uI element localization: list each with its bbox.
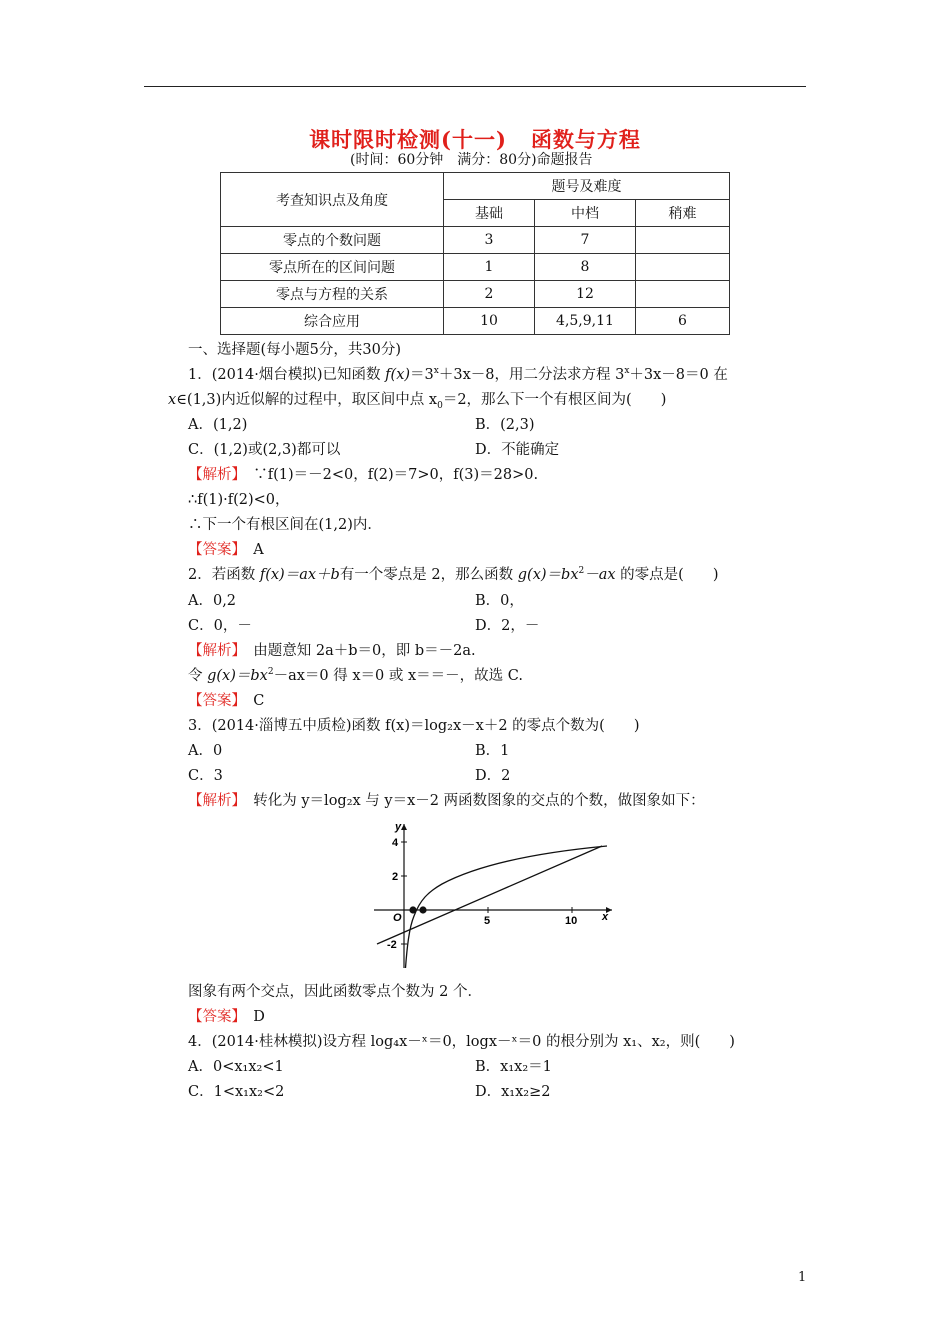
q1-stem-line2: x∈(1,3)内近似解的过程中，取区间中点 $x_0=2$，那么下一个有根区间为( ) <box>168 392 667 411</box>
table-row: 零点的个数问题 3 7 <box>221 227 730 254</box>
q3-option-a: A．0 <box>188 743 223 759</box>
q4-option-d: D．x₁x₂≥2 <box>475 1084 551 1100</box>
q1-stem-line1: 1．(2014·烟台模拟)已知函数 $f(x)=3^x+3x-8$，用二分法求方程 $3^x+3x-8=0$ 在 <box>188 366 728 383</box>
y-tick-label-4: 4 <box>392 837 399 849</box>
log-curve <box>406 846 608 968</box>
header-level: 题号及难度 <box>444 173 730 200</box>
x-axis-label: x <box>602 911 609 923</box>
q1-answer: 【答案】 A <box>188 542 264 558</box>
q4-stem: 4．(2014·桂林模拟)设方程 log₄x－ˣ＝0，logx－ˣ＝0 的根分别为 x₁、x₂，则( ) <box>188 1034 735 1050</box>
q1-option-a: A．(1,2) <box>188 417 248 433</box>
q4-option-c: C．1<x₁x₂<2 <box>188 1084 285 1100</box>
origin-label: O <box>393 912 402 924</box>
header-rule <box>144 86 806 87</box>
q2-option-c: C．0，－ <box>188 618 252 634</box>
header-basic: 基础 <box>444 200 535 227</box>
table-row: 综合应用 10 4,5,9,11 6 <box>221 308 730 335</box>
q2-option-a: A．0,2 <box>188 593 237 609</box>
q1-option-b: B．(2,3) <box>475 417 535 433</box>
q3-conclusion: 图象有两个交点，因此函数零点个数为 2 个． <box>188 984 482 1000</box>
q1-option-d: D．不能确定 <box>475 442 560 458</box>
y-axis-arrow <box>401 824 407 830</box>
x-tick-label-10: 10 <box>565 915 578 927</box>
q3-solution: 【解析】 转化为 y＝log₂x 与 y＝x－2 两函数图象的交点的个数，做图象如下： <box>188 793 705 809</box>
q2-option-b: B．0， <box>475 593 524 609</box>
q3-answer: 【答案】 D <box>188 1009 265 1025</box>
q2-solution-2: 令 $g(x)=bx^2-ax=0$ 得 x＝0 或 x＝＝－，故选 C. <box>188 667 523 684</box>
q4-option-b: B．x₁x₂＝1 <box>475 1059 552 1075</box>
y-tick-label-neg2: -2 <box>387 939 397 951</box>
x-tick-label-5: 5 <box>484 915 491 927</box>
header-topic: 考查知识点及角度 <box>221 173 444 227</box>
q2-solution: 【解析】 由题意知 2a＋b＝0，即 b＝－2a. <box>188 643 476 659</box>
q3-stem: 3．(2014·淄博五中质检)函数 f(x)＝log₂x－x＋2 的零点个数为( ) <box>188 718 640 734</box>
q4-option-a: A．0<x₁x₂<1 <box>188 1059 284 1075</box>
q1-solution-2: ∴f(1)·f(2)<0， <box>188 492 290 508</box>
intersection-point <box>409 906 416 913</box>
y-axis-label: y <box>395 821 402 833</box>
q3-option-d: D．2 <box>475 768 511 784</box>
report-table <box>220 172 730 335</box>
y-tick-label-2: 2 <box>392 871 399 883</box>
page-number: 1 <box>798 1270 807 1285</box>
table-row: 零点与方程的关系 2 12 <box>221 281 730 308</box>
section-heading: 一、选择题(每小题5分，共30分) <box>188 342 401 358</box>
q2-stem: 2．若函数 f(x)＝ax＋b有一个零点是 2，那么函数 $g(x)=bx^2-ax$ 的零点是( ) <box>188 566 719 583</box>
q1-solution: 【解析】 ∵f(1)＝－2<0，f(2)＝7>0，f(3)＝28>0. <box>188 467 539 483</box>
q1-solution-3: ∴下一个有根区间在(1,2)内． <box>188 517 382 533</box>
page-title: 课时限时检测(十一) 函数与方程 <box>309 127 641 152</box>
linear-line <box>377 846 602 944</box>
q3-option-b: B．1 <box>475 743 510 759</box>
table-row: 零点所在的区间问题 1 8 <box>221 254 730 281</box>
q2-option-d: D．2，－ <box>475 618 540 634</box>
intersection-point <box>419 906 426 913</box>
header-mid: 中档 <box>535 200 636 227</box>
q2-answer: 【答案】 C <box>188 693 265 709</box>
q3-option-c: C．3 <box>188 768 223 784</box>
header-hard: 稍难 <box>636 200 730 227</box>
page-subtitle: (时间：60分钟 满分：80分)命题报告 <box>350 152 593 168</box>
q1-option-c: C．(1,2)或(2,3)都可以 <box>188 442 341 458</box>
function-graph <box>362 818 614 973</box>
